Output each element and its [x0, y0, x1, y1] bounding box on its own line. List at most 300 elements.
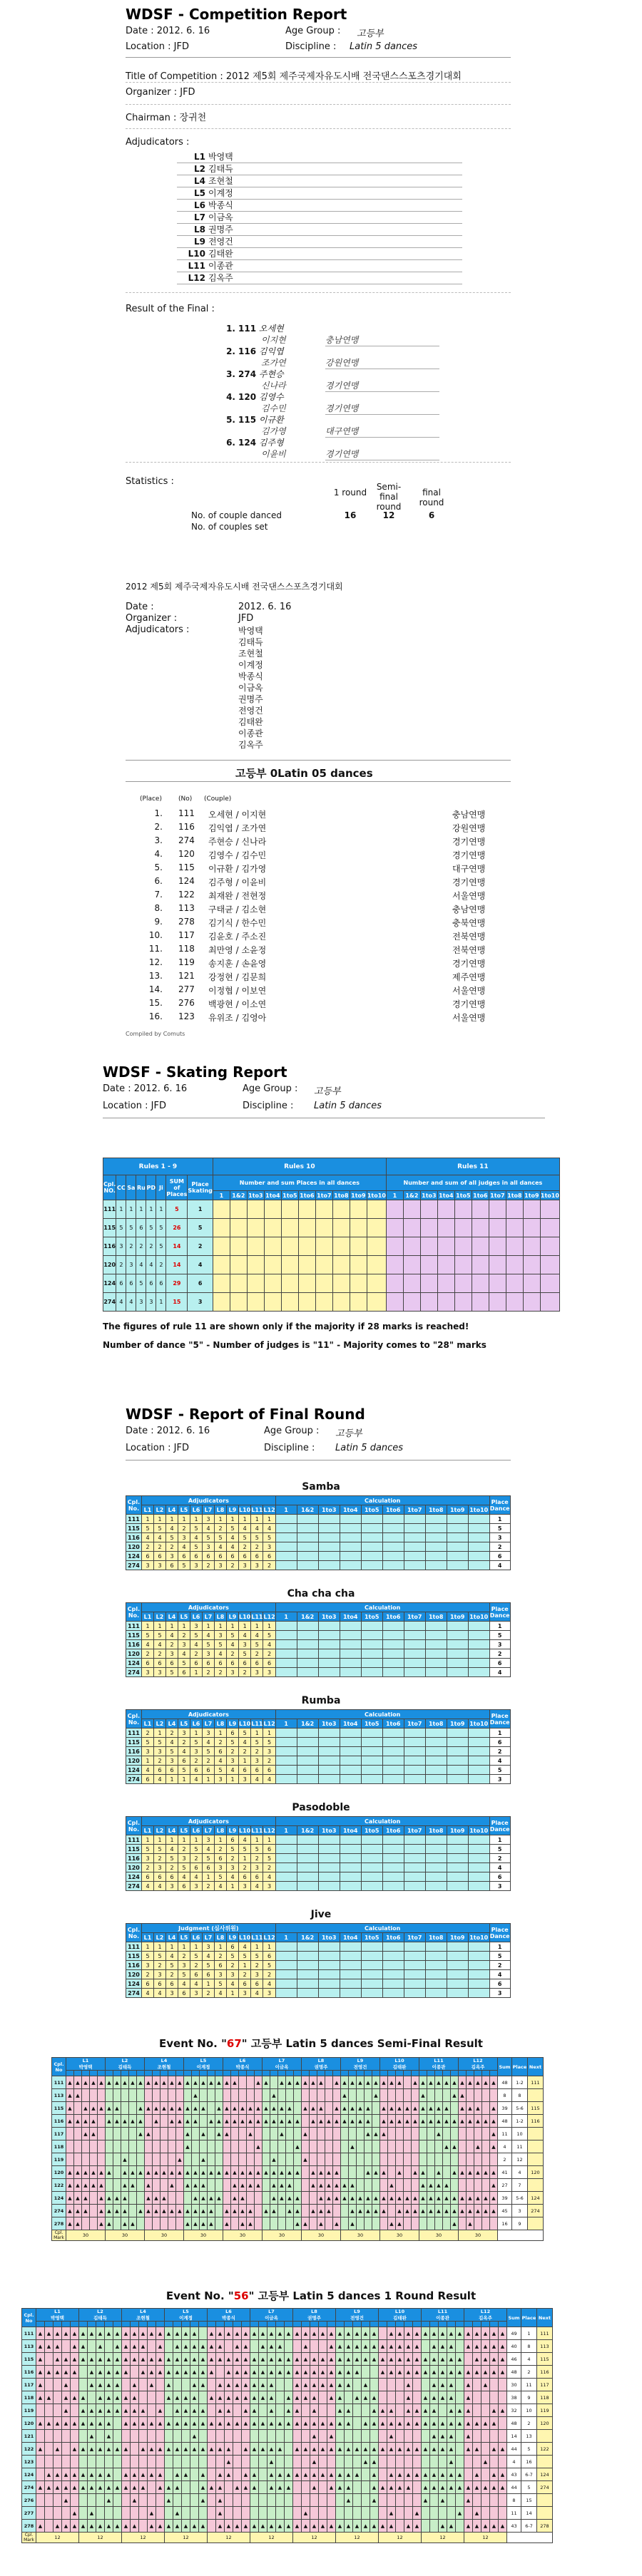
- discipline-label: Discipline :: [285, 41, 337, 52]
- judge-mark: 2: [142, 1970, 154, 1979]
- judge-mark: 4: [215, 1882, 227, 1891]
- skating-dance-place: 5: [146, 1219, 156, 1237]
- judge-mark: 2: [190, 1961, 203, 1970]
- footer-value: 30: [184, 2230, 223, 2241]
- mark-cpl: 111: [22, 2327, 36, 2340]
- final-dance-row: [126, 1524, 511, 1533]
- footer-value: 30: [106, 2230, 145, 2241]
- judge-mark: 6: [215, 1552, 227, 1561]
- judge-col: L6: [190, 1612, 203, 1622]
- final-dance-row: [126, 1882, 511, 1891]
- calc-col: 1to10: [367, 1192, 386, 1199]
- judge-mark: 1: [215, 1729, 227, 1738]
- stats-value-3: 6: [428, 510, 435, 520]
- mark-sum: 32: [507, 2404, 521, 2417]
- judge-mark: 6: [263, 1766, 275, 1775]
- judge-mark: 4: [178, 1872, 190, 1882]
- mark-place: 2: [521, 2366, 537, 2379]
- final-cpl: 115: [126, 1524, 142, 1533]
- result-region: 경기연맹: [452, 999, 486, 1009]
- judge-col: L4: [166, 1505, 178, 1515]
- judge-mark: 4: [166, 1952, 178, 1961]
- calc-col: 1to5: [361, 1612, 382, 1622]
- judge-col: L2: [154, 1505, 166, 1515]
- judge-mark: 6: [178, 1552, 190, 1561]
- stats-head-1round: 1 round: [333, 488, 367, 498]
- judge-mark: 3: [263, 1989, 275, 1998]
- judge-mark: 6: [203, 1863, 215, 1872]
- final-cpl: 120: [126, 1756, 142, 1766]
- stats-value-2: 12: [382, 510, 395, 520]
- mark-sum: 40: [507, 2340, 521, 2353]
- mark-sum: 8: [507, 2494, 521, 2507]
- calc-col: 1to8: [425, 1612, 447, 1622]
- mark-sum: 16: [498, 2217, 512, 2230]
- judge-mark: 5: [166, 1747, 178, 1756]
- judge-mark: 3: [178, 1729, 190, 1738]
- calc-col: 1to6: [473, 1192, 488, 1199]
- final-dance-row: [126, 1622, 511, 1631]
- mark-cpl: 121: [22, 2430, 36, 2443]
- judge-mark: 5: [190, 1631, 203, 1640]
- final-cpl: 115: [126, 1738, 142, 1747]
- finalist-place: 3.: [226, 369, 235, 379]
- footer-label: Cpl. Mark: [52, 2230, 66, 2241]
- judge-mark: 2: [263, 1970, 275, 1979]
- result-no: 276: [178, 998, 195, 1008]
- final-round-title: WDSF - Report of Final Round: [126, 1406, 365, 1423]
- footer-label: Cpl. Mark: [22, 2533, 36, 2543]
- calc-col: 1: [275, 1505, 297, 1515]
- mark-cpl: 120: [22, 2417, 36, 2430]
- adjudicators-header: Judgment (심사위원): [142, 1924, 276, 1933]
- judge-mark: 1: [215, 1622, 227, 1631]
- calculation-header: Calculation: [275, 1603, 489, 1612]
- adjudicator-name: 김태득: [208, 164, 233, 174]
- mark-row: 122 ▲ ▲ ▲ ▲ ▲ ▲ ▲ ▲ ▲ ▲ ▲ ▲ ▲ ▲ ▲ ▲ ▲ ▲ ▲ ▲ ▲ ▲ ▲ ▲ ▲ ▲ ▲ ▲ ▲ ▲ ▲ 27 7: [52, 2179, 544, 2192]
- judge-mark: 4: [166, 1845, 178, 1854]
- judge-col: L9: [227, 1505, 239, 1515]
- mark-footer: [52, 2230, 544, 2241]
- judge-mark: 6: [203, 1552, 215, 1561]
- result-couple: 유위조 / 김영아: [208, 1013, 267, 1023]
- judge-mark: 1: [251, 1729, 263, 1738]
- mark-next: [537, 2507, 553, 2520]
- judge-mark: 6: [154, 1552, 166, 1561]
- judge-header: L4 조현철: [145, 2058, 184, 2071]
- calc-col: 1to10: [469, 1720, 489, 1727]
- num-sum-judges: Number and sum of all judges in all dances: [386, 1175, 559, 1191]
- calc-col: 1to4: [265, 1192, 280, 1199]
- mark-cpl: 124: [22, 2468, 36, 2481]
- judge-mark: 1: [190, 1668, 203, 1677]
- final-discipline: Latin 5 dances: [335, 1443, 404, 1453]
- finalist-region: 경기연맹: [325, 448, 439, 460]
- calc-col: 1to3: [318, 1933, 340, 1942]
- skating-place: 6: [188, 1274, 213, 1293]
- judge-mark: 1: [215, 1515, 227, 1524]
- finalist-no: 115: [238, 415, 257, 425]
- judge-mark: 1: [178, 1835, 190, 1845]
- judge-mark: 2: [263, 1649, 275, 1659]
- adjudicator-name: 조현철: [208, 176, 233, 186]
- judge-mark: 6: [227, 1729, 239, 1738]
- judge-col: L1: [142, 1826, 154, 1835]
- judge-mark: 6: [251, 1552, 263, 1561]
- judge-mark: 3: [251, 1668, 263, 1677]
- judge-mark: 3: [190, 1561, 203, 1570]
- mark-cpl: 113: [22, 2340, 36, 2353]
- judge-col: L8: [215, 1505, 227, 1515]
- calc-col: 1to4: [340, 1612, 361, 1622]
- skating-dance-place: 6: [116, 1274, 126, 1293]
- dance-place: 1: [489, 1942, 510, 1952]
- judge-mark: 4: [251, 1989, 263, 1998]
- judge-mark: 3: [154, 1747, 166, 1756]
- mark-place: 4: [512, 2166, 528, 2179]
- calculation-header: Calculation: [275, 1924, 489, 1933]
- stats-couples-label: No. of couple danced: [191, 510, 282, 520]
- mark-next: 116: [537, 2366, 553, 2379]
- chairman: Chairman : 장귀천: [126, 113, 207, 123]
- mark-sum: 41: [498, 2166, 512, 2179]
- summary-adjudicator: 이금옥: [238, 683, 263, 693]
- calc-col: 1to10: [469, 1506, 489, 1513]
- final-cpl: 274: [126, 1561, 142, 1570]
- mark-sum: 27: [498, 2179, 512, 2192]
- judge-col: L12: [263, 1506, 275, 1513]
- judge-mark: 3: [166, 1649, 178, 1659]
- judge-mark: 2: [203, 1561, 215, 1570]
- result-no: 122: [178, 890, 195, 900]
- judge-mark: 6: [251, 1766, 263, 1775]
- calc-col: 1to10: [469, 1934, 489, 1941]
- next-header: Next: [537, 2309, 553, 2327]
- judge-mark: 5: [251, 1738, 263, 1747]
- place-dance-header: Place Dance: [489, 1710, 510, 1729]
- judge-mark: 2: [166, 1863, 178, 1872]
- judge-mark: 2: [142, 1542, 154, 1552]
- mark-row: 115 ▲ ▲ ▲ ▲ ▲ ▲ ▲ ▲ ▲ ▲ ▲ ▲ ▲ ▲ ▲ ▲ ▲ ▲ ▲ ▲ ▲ ▲ ▲ ▲ ▲ ▲ ▲ ▲ ▲ ▲ ▲ ▲ ▲ ▲ ▲ ▲ ▲ ▲ ▲ ▲ ▲ ▲ ▲ ▲ ▲ ▲ ▲ ▲ ▲ ▲ ▲ ▲ ▲ 46 4 115: [22, 2353, 553, 2366]
- calc-col: 1to5: [361, 1719, 382, 1729]
- judge-mark: 2: [215, 1952, 227, 1961]
- judge-mark: 5: [154, 1845, 166, 1854]
- adjudicator-code: L11: [188, 261, 205, 271]
- final-dance-row: [126, 1756, 511, 1766]
- dance-title: Pasodoble: [292, 1802, 350, 1813]
- judge-mark: 3: [166, 1756, 178, 1766]
- judge-mark: 4: [227, 1542, 239, 1552]
- judge-mark: 5: [239, 1533, 251, 1542]
- judge-col: L8: [215, 1612, 227, 1622]
- competition-report-section: [0, 0, 642, 556]
- judge-mark: 2: [178, 1952, 190, 1961]
- skating-dance-place: 5: [136, 1274, 146, 1293]
- judge-header: L11 이종관: [422, 2309, 464, 2322]
- final-dance-row: [126, 1631, 511, 1640]
- footer-value: 12: [293, 2533, 336, 2543]
- mark-next: 278: [537, 2520, 553, 2533]
- finalist-region: 경기연맹: [325, 379, 439, 392]
- mark-cpl: 122: [22, 2443, 36, 2456]
- judge-col: L9: [227, 1826, 239, 1835]
- judge-mark: 3: [215, 1863, 227, 1872]
- organizer: Organizer : JFD: [126, 87, 195, 98]
- skating-note-2: Number of dance "5" - Number of judges is "11" - Majority comes to "28" marks: [103, 1340, 486, 1350]
- judge-mark: 6: [263, 1552, 275, 1561]
- mark-sum: 39: [498, 2192, 512, 2205]
- judge-mark: 5: [203, 1533, 215, 1542]
- dance-table: [126, 1709, 511, 1784]
- final-cpl: 116: [126, 1533, 142, 1542]
- judge-mark: 1: [154, 1729, 166, 1738]
- adjudicator-code: L4: [194, 176, 205, 186]
- judge-col: L7: [203, 1826, 215, 1835]
- footer-value: 30: [223, 2230, 263, 2241]
- mark-next: 113: [537, 2340, 553, 2353]
- final-dance-row: [126, 1766, 511, 1775]
- adjudicator-row: [177, 200, 462, 212]
- calc-col: 1to5: [361, 1826, 382, 1835]
- finalist-row: [211, 368, 496, 391]
- judge-mark: 3: [142, 1668, 154, 1677]
- judge-mark: 4: [203, 1524, 215, 1533]
- judge-mark: 1: [190, 1729, 203, 1738]
- dance-title: Jive: [310, 1909, 332, 1920]
- mark-next: 122: [537, 2443, 553, 2456]
- skating-sum-col: SUM of Places: [166, 1175, 188, 1200]
- final-round-section: [0, 1390, 642, 2031]
- dance-place: 6: [489, 1738, 510, 1747]
- judge-mark: 6: [263, 1659, 275, 1668]
- mark-place: 4: [521, 2353, 537, 2366]
- judge-mark: 6: [190, 1766, 203, 1775]
- judge-mark: 2: [215, 1845, 227, 1854]
- skating-dance-place: 4: [126, 1293, 136, 1312]
- judge-mark: 5: [227, 1952, 239, 1961]
- skating-dance-place: 6: [126, 1274, 136, 1293]
- dance-title: Samba: [302, 1481, 340, 1493]
- judge-mark: 3: [178, 1640, 190, 1649]
- judge-mark: 5: [154, 1738, 166, 1747]
- mark-place: 9: [521, 2391, 537, 2404]
- adjudicator-name: 김태완: [208, 249, 233, 259]
- judge-col: L7: [203, 1933, 215, 1942]
- judge-mark: 5: [178, 1970, 190, 1979]
- result-place: 5.: [154, 862, 163, 872]
- judge-mark: 4: [215, 1542, 227, 1552]
- judge-mark: 5: [263, 1533, 275, 1542]
- judge-mark: 3: [239, 1561, 251, 1570]
- judge-mark: 4: [239, 1942, 251, 1952]
- dance-place: 5: [489, 1845, 510, 1854]
- judge-mark: 1: [239, 1622, 251, 1631]
- mark-row: 118 ▲ ▲ ▲ ▲ ▲ ▲ ▲ ▲ 4 11: [52, 2140, 544, 2153]
- cpl-header: Cpl. No: [22, 2309, 36, 2327]
- mark-next: 119: [537, 2404, 553, 2417]
- judge-mark: 2: [227, 1854, 239, 1863]
- result-couple: 송지훈 / 손윤영: [208, 959, 267, 969]
- judge-mark: 3: [251, 1561, 263, 1570]
- judge-col: L4: [166, 1719, 178, 1729]
- adjudicator-code: L10: [188, 249, 205, 259]
- judge-header: L9 전영건: [336, 2309, 379, 2322]
- judge-mark: 6: [166, 1561, 178, 1570]
- result-place: 2.: [154, 822, 163, 832]
- skating-dance-place: 1: [136, 1200, 146, 1219]
- skating-place: 5: [188, 1219, 213, 1237]
- mark-row: 117 ▲ ▲ ▲ ▲ ▲ ▲ ▲ ▲ ▲ ▲ ▲ ▲ ▲ ▲ ▲ ▲ ▲ ▲ ▲ ▲ ▲ ▲ ▲ ▲ ▲ ▲ ▲ ▲ ▲ ▲ ▲ ▲ 30 11 117: [22, 2379, 553, 2391]
- final-cpl: 124: [126, 1659, 142, 1668]
- judge-mark: 2: [251, 1961, 263, 1970]
- final-cpl: 124: [126, 1979, 142, 1989]
- calc-col: 1to10: [469, 1613, 489, 1620]
- judge-mark: 6: [142, 1979, 154, 1989]
- result-region: 경기연맹: [452, 877, 486, 887]
- result-region: 충북연맹: [452, 918, 486, 928]
- mark-cpl: 120: [52, 2166, 66, 2179]
- judge-mark: 3: [154, 1668, 166, 1677]
- skating-report-title: WDSF - Skating Report: [103, 1063, 287, 1081]
- adjudicator-row: [177, 236, 462, 248]
- dance-table: [126, 1495, 511, 1570]
- judge-mark: 5: [154, 1631, 166, 1640]
- judge-mark: 4: [166, 1631, 178, 1640]
- dance-table: [126, 1816, 511, 1891]
- skating-dance-place: 6: [146, 1274, 156, 1293]
- judge-mark: 1: [190, 1835, 203, 1845]
- judge-col: L7: [203, 1612, 215, 1622]
- calc-col: 1to4: [340, 1505, 361, 1515]
- skating-row: [103, 1219, 560, 1237]
- judge-mark: 5: [203, 1747, 215, 1756]
- mark-cpl: 274: [52, 2205, 66, 2217]
- result-couple: 이규환 / 김가영: [208, 864, 267, 874]
- mark-next: 111: [537, 2327, 553, 2340]
- adjudicator-row: [177, 151, 462, 163]
- judge-mark: 2: [215, 1524, 227, 1533]
- calc-col: 1: [275, 1719, 297, 1729]
- judge-mark: 3: [215, 1775, 227, 1784]
- judge-mark: 5: [227, 1631, 239, 1640]
- calculation-header: Calculation: [275, 1710, 489, 1719]
- skating-dance-place: 5: [156, 1219, 166, 1237]
- judge-mark: 6: [142, 1872, 154, 1882]
- result-couple: 김기식 / 한수민: [208, 918, 267, 928]
- mark-row: 113 ▲ ▲ ▲ ▲ ▲ ▲ ▲ ▲ ▲ 8 8: [52, 2089, 544, 2102]
- mark-place: 2: [521, 2417, 537, 2430]
- judge-mark: 1: [166, 1835, 178, 1845]
- calc-col: 1to5: [361, 1933, 382, 1942]
- mark-row: 122 ▲ ▲ ▲ ▲ ▲ ▲ ▲ ▲ ▲ ▲ ▲ ▲ ▲ ▲ ▲ ▲ ▲ ▲ ▲ ▲ ▲ ▲ ▲ ▲ ▲ ▲ ▲ ▲ ▲ ▲ ▲ ▲ ▲ ▲ ▲ ▲ ▲ ▲ ▲ ▲ ▲ ▲ ▲ ▲ ▲ ▲ ▲ ▲ 44 5 122: [22, 2443, 553, 2456]
- mark-place: 9: [512, 2217, 528, 2230]
- place-dance-header: Place Dance: [489, 1817, 510, 1835]
- calc-col: 1&2: [297, 1933, 318, 1942]
- adjudicator-code: L9: [194, 237, 205, 247]
- judge-mark: 4: [263, 1640, 275, 1649]
- judge-mark: 3: [154, 1561, 166, 1570]
- finalist-f: 이지현: [261, 335, 286, 345]
- judge-mark: 5: [166, 1854, 178, 1863]
- mark-cpl: 111: [52, 2076, 66, 2089]
- mark-place: 10: [521, 2404, 537, 2417]
- mark-cpl: 277: [22, 2507, 36, 2520]
- judge-mark: 4: [142, 1989, 154, 1998]
- judge-mark: 2: [190, 1756, 203, 1766]
- dance-place: 1: [489, 1515, 510, 1524]
- skating-dance-col: CC: [116, 1175, 126, 1200]
- mark-sum: 11: [507, 2507, 521, 2520]
- calc-col: 1to3: [318, 1505, 340, 1515]
- judge-mark: 4: [142, 1533, 154, 1542]
- summary-adjudicator: 김옥주: [238, 740, 263, 750]
- result-no: 115: [178, 862, 195, 872]
- dance-place: 6: [489, 1659, 510, 1668]
- calculation-header: Calculation: [275, 1496, 489, 1505]
- judge-header: L10 김태완: [379, 2309, 422, 2322]
- judge-mark: 6: [239, 1872, 251, 1882]
- judge-mark: 3: [215, 1561, 227, 1570]
- finalist-region: 대구연맹: [325, 425, 439, 438]
- judge-mark: 1: [154, 1515, 166, 1524]
- finalist-row: [211, 322, 496, 345]
- result-no: 117: [178, 930, 195, 940]
- final-dance-row: [126, 1552, 511, 1561]
- judge-mark: 3: [251, 1970, 263, 1979]
- judge-mark: 1: [142, 1622, 154, 1631]
- skating-sum: 14: [166, 1237, 188, 1256]
- judge-mark: 5: [166, 1668, 178, 1677]
- adjudicator-name: 전영건: [208, 237, 233, 247]
- mark-next: [537, 2456, 553, 2468]
- skating-dance-place: 3: [146, 1293, 156, 1312]
- judge-mark: 5: [154, 1524, 166, 1533]
- result-place: 8.: [154, 903, 163, 913]
- judge-mark: 6: [203, 1766, 215, 1775]
- finalist-f: 김수민: [261, 403, 286, 413]
- judge-mark: 2: [166, 1640, 178, 1649]
- calc-col: 1to8: [425, 1933, 447, 1942]
- final-cpl: 120: [126, 1542, 142, 1552]
- judge-mark: 6: [227, 1942, 239, 1952]
- final-cpl: 115: [126, 1631, 142, 1640]
- summary-date: 2012. 6. 16: [238, 602, 292, 612]
- final-dance-row: [126, 1561, 511, 1570]
- mark-place: 7: [512, 2179, 528, 2192]
- footer-value: 12: [36, 2533, 79, 2543]
- mark-cpl: 278: [52, 2217, 66, 2230]
- report-date: Date : 2012. 6. 16: [126, 26, 210, 36]
- judge-col: L8: [215, 1826, 227, 1835]
- judge-mark: 2: [178, 1524, 190, 1533]
- adjudicator-row: [177, 212, 462, 224]
- mark-row: 274 ▲ ▲ ▲ ▲ ▲ ▲ ▲ ▲ ▲ ▲ ▲ ▲ ▲ ▲ ▲ ▲ ▲ ▲ ▲ ▲ ▲ ▲ ▲ ▲ ▲ ▲ ▲ ▲ ▲ ▲ ▲ ▲ ▲ ▲ ▲ ▲ ▲ ▲ ▲ ▲ ▲ ▲ ▲ ▲ ▲ ▲ 45 3 274: [52, 2205, 544, 2217]
- mark-place: 12: [512, 2153, 528, 2166]
- judge-mark: 1: [166, 1515, 178, 1524]
- finalist-row: [211, 436, 496, 459]
- result-no: 111: [178, 808, 195, 818]
- judge-header: L9 전영건: [341, 2058, 380, 2071]
- final-dance-row: [126, 1738, 511, 1747]
- result-region: 충남연맹: [452, 810, 486, 820]
- mark-next: 115: [537, 2353, 553, 2366]
- mark-place: 6-7: [521, 2468, 537, 2481]
- adjudicators-header: Adjudicators: [142, 1603, 276, 1612]
- judge-header: L5 이계정: [165, 2309, 208, 2322]
- skating-cpl: 111: [103, 1200, 116, 1219]
- judge-mark: 5: [166, 1533, 178, 1542]
- judge-mark: 4: [190, 1640, 203, 1649]
